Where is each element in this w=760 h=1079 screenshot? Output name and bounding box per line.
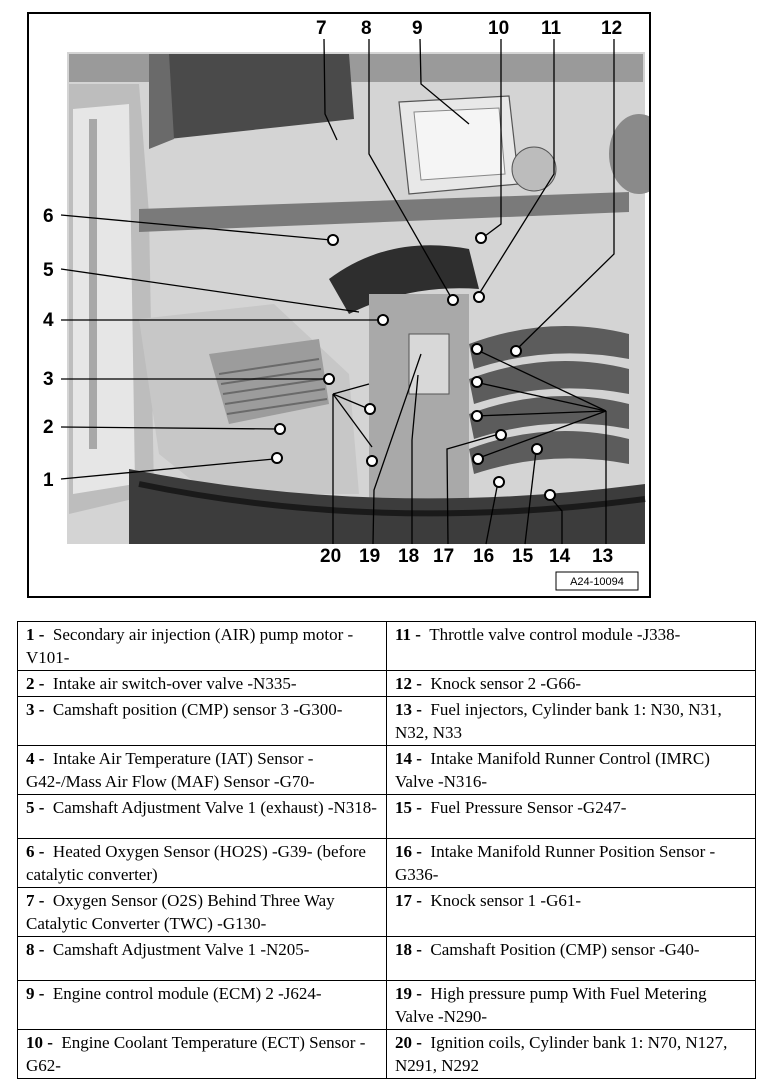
legend-row [18,697,756,746]
legend-item-14 [387,746,756,795]
callout-14: 14 [549,546,571,567]
legend-row [18,671,756,697]
callout-8: 8 [361,18,372,39]
legend-item-16 [387,839,756,888]
legend-text: Fuel Pressure Sensor -G247- [430,798,627,817]
legend-item-18 [387,937,756,981]
reference-code: A24-10094 [570,576,624,588]
legend-text: Oxygen Sensor (O2S) Behind Three Way Catalytic Converter (TWC) -G130- [26,891,335,933]
legend-item-5 [18,795,387,839]
legend-item-20 [387,1030,756,1079]
legend-number: 20 - [395,1033,422,1052]
legend-text: Engine control module (ECM) 2 -J624- [52,984,322,1003]
legend-item-7 [18,888,387,937]
legend-table [17,621,756,1079]
legend-item-17 [387,888,756,937]
legend-text: Camshaft Position (CMP) sensor -G40- [430,940,700,959]
legend-row [18,622,756,671]
legend-number: 3 - [26,700,45,719]
legend-row [18,981,756,1030]
legend-number: 9 - [26,984,45,1003]
legend-item-12 [387,671,756,697]
engine-diagram [27,12,651,598]
legend-number: 19 - [395,984,422,1003]
legend-number: 17 - [395,891,422,910]
legend-text: Intake air switch-over valve -N335- [52,674,297,693]
legend-number: 18 - [395,940,422,959]
callout-11: 11 [541,18,562,39]
legend-item-6 [18,839,387,888]
callout-4: 4 [43,310,54,331]
legend-item-4 [18,746,387,795]
legend-number: 16 - [395,842,422,861]
legend-item-13 [387,697,756,746]
legend-text: Heated Oxygen Sensor (HO2S) -G39- (before catalytic converter) [26,842,366,884]
engine-illustration [29,14,649,596]
callout-9: 9 [412,18,423,39]
callout-15: 15 [512,546,534,567]
legend-text: Intake Manifold Runner Control (IMRC) Valve -N316- [395,749,710,791]
callout-1: 1 [43,470,54,491]
legend-item-3 [18,697,387,746]
callout-19: 19 [359,546,381,567]
legend-item-9 [18,981,387,1030]
legend-row [18,1030,756,1079]
legend-number: 1 - [26,625,45,644]
callout-10: 10 [488,18,510,39]
callout-20: 20 [320,546,342,567]
legend-text: Ignition coils, Cylinder bank 1: N70, N127, N291, N292 [395,1033,728,1075]
legend-row [18,746,756,795]
legend-number: 15 - [395,798,422,817]
callout-18: 18 [398,546,420,567]
legend-row [18,888,756,937]
legend-item-11 [387,622,756,671]
callout-5: 5 [43,260,54,281]
legend-item-10 [18,1030,387,1079]
legend-item-1 [18,622,387,671]
legend-text: Secondary air injection (AIR) pump motor -V101- [26,625,354,667]
engine-block [369,294,469,514]
legend-row [18,937,756,981]
callout-7: 7 [316,18,327,39]
legend-text: Intake Manifold Runner Position Sensor -G336- [395,842,716,884]
legend-number: 7 - [26,891,45,910]
callout-17: 17 [433,546,455,567]
callout-12: 12 [601,18,623,39]
legend-text: Camshaft Adjustment Valve 1 (exhaust) -N318- [52,798,377,817]
legend-number: 5 - [26,798,45,817]
legend-item-19 [387,981,756,1030]
callout-6: 6 [43,206,54,227]
callout-16: 16 [473,546,495,567]
callout-2: 2 [43,417,54,438]
legend-number: 13 - [395,700,422,719]
legend-text: Throttle valve control module -J338- [429,625,681,644]
legend-number: 2 - [26,674,45,693]
legend-item-8 [18,937,387,981]
legend-number: 10 - [26,1033,53,1052]
legend-row [18,795,756,839]
legend-item-2 [18,671,387,697]
legend-row [18,839,756,888]
legend-text: Intake Air Temperature (IAT) Sensor -G42-/Mass Air Flow (MAF) Sensor -G70- [26,749,315,791]
legend-text: Knock sensor 2 -G66- [430,674,582,693]
legend-number: 6 - [26,842,45,861]
legend-number: 4 - [26,749,45,768]
legend-number: 14 - [395,749,422,768]
callout-13: 13 [592,546,614,567]
legend-text: High pressure pump With Fuel Metering Valve -N290- [395,984,707,1026]
legend-text: Camshaft Adjustment Valve 1 -N205- [52,940,310,959]
callout-3: 3 [43,369,54,390]
legend-text: Knock sensor 1 -G61- [430,891,582,910]
legend-number: 12 - [395,674,422,693]
legend-text: Camshaft position (CMP) sensor 3 -G300- [52,700,343,719]
legend-number: 8 - [26,940,45,959]
legend-text: Engine Coolant Temperature (ECT) Sensor -G62- [26,1033,366,1075]
legend-text: Fuel injectors, Cylinder bank 1: N30, N31, N32, N33 [395,700,722,742]
legend-number: 11 - [395,625,421,644]
legend-item-15 [387,795,756,839]
